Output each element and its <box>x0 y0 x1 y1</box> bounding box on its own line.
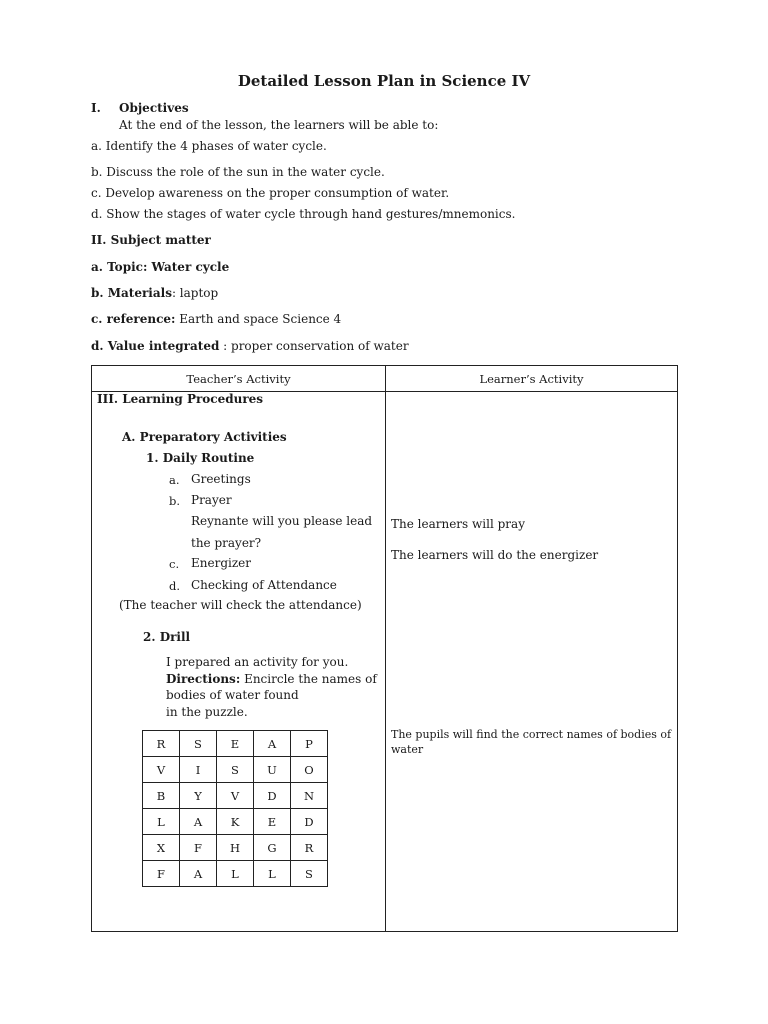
puzzle-cell[interactable]: K <box>217 809 254 835</box>
puzzle-cell[interactable]: R <box>291 835 328 861</box>
value-value: : proper conservation of water <box>219 339 409 353</box>
learner-find: water <box>391 743 424 756</box>
puzzle-cell[interactable]: V <box>217 783 254 809</box>
puzzle-row <box>143 783 328 809</box>
prayer-prompt: Reynante will you please lead <box>191 514 373 528</box>
learner-activity-header: Learner’s Activity <box>386 366 678 392</box>
daily-routine-heading: 1. Daily Routine <box>146 451 255 465</box>
puzzle-cell[interactable]: A <box>180 861 217 887</box>
puzzle-cell[interactable]: H <box>217 835 254 861</box>
materials-label: b. Materials <box>91 286 172 300</box>
objective-item: a. Identify the 4 phases of water cycle. <box>91 139 327 153</box>
puzzle-cell[interactable]: A <box>180 809 217 835</box>
routine-item: Prayer <box>191 493 232 507</box>
puzzle-cell[interactable]: S <box>291 861 328 887</box>
objectives-heading: Objectives <box>119 101 189 115</box>
page-title: Detailed Lesson Plan in Science IV <box>237 72 531 90</box>
puzzle-cell[interactable]: F <box>143 861 180 887</box>
puzzle-cell[interactable]: U <box>254 757 291 783</box>
learner-activity-cell <box>386 392 678 932</box>
puzzle-cell[interactable]: S <box>217 757 254 783</box>
routine-item: Checking of Attendance <box>191 578 337 592</box>
directions-line: bodies of water found <box>166 688 299 702</box>
puzzle-row <box>143 861 328 887</box>
directions-line: in the puzzle. <box>166 705 248 719</box>
value-label: d. Value integrated <box>91 339 220 353</box>
reference-label: c. reference: <box>91 312 176 326</box>
routine-item: Greetings <box>191 472 251 486</box>
value-line <box>91 339 409 353</box>
puzzle-cell[interactable]: D <box>291 809 328 835</box>
drill-intro: I prepared an activity for you. <box>166 655 349 669</box>
routine-marker: d. <box>169 579 181 593</box>
prayer-prompt: the prayer? <box>191 536 262 550</box>
preparatory-heading: A. Preparatory Activities <box>122 430 287 444</box>
puzzle-cell[interactable]: L <box>254 861 291 887</box>
objectives-intro: At the end of the lesson, the learners will be able to: <box>119 118 439 132</box>
puzzle-cell[interactable]: N <box>291 783 328 809</box>
puzzle-cell[interactable]: E <box>217 731 254 757</box>
puzzle-cell[interactable]: L <box>217 861 254 887</box>
routine-marker: a. <box>169 473 180 487</box>
directions-line <box>166 672 377 686</box>
puzzle-cell[interactable]: B <box>143 783 180 809</box>
puzzle-cell[interactable]: I <box>180 757 217 783</box>
reference-line <box>91 312 341 326</box>
materials-value: : laptop <box>171 286 219 300</box>
materials-line <box>91 286 218 300</box>
puzzle-cell[interactable]: D <box>254 783 291 809</box>
teacher-activity-header: Teacher’s Activity <box>92 366 386 392</box>
puzzle-cell[interactable]: A <box>254 731 291 757</box>
subject-matter-heading: II. Subject matter <box>91 233 211 247</box>
puzzle-row <box>143 731 328 757</box>
objective-item: b. Discuss the role of the sun in the water cycle. <box>91 165 385 179</box>
objective-item: d. Show the stages of water cycle through hand gestures/mnemonics. <box>91 207 516 221</box>
puzzle-row <box>143 809 328 835</box>
puzzle-cell[interactable]: Y <box>180 783 217 809</box>
puzzle-cell[interactable]: O <box>291 757 328 783</box>
puzzle-cell[interactable]: G <box>254 835 291 861</box>
drill-heading: 2. Drill <box>143 630 191 644</box>
routine-marker: c. <box>169 557 180 571</box>
puzzle-row <box>143 835 328 861</box>
routine-item: Energizer <box>191 556 252 570</box>
learner-energizer: The learners will do the energizer <box>391 548 599 562</box>
word-puzzle <box>142 730 328 887</box>
puzzle-row <box>143 757 328 783</box>
procedures-heading: III. Learning Procedures <box>97 392 264 406</box>
puzzle-cell[interactable]: V <box>143 757 180 783</box>
puzzle-cell[interactable]: P <box>291 731 328 757</box>
puzzle-cell[interactable]: E <box>254 809 291 835</box>
attendance-note: (The teacher will check the attendance) <box>119 598 362 612</box>
puzzle-cell[interactable]: L <box>143 809 180 835</box>
puzzle-cell[interactable]: X <box>143 835 180 861</box>
directions-label: Directions: <box>166 672 241 686</box>
directions-text: Encircle the names of <box>240 672 377 686</box>
learner-pray: The learners will pray <box>391 517 525 531</box>
objective-item: c. Develop awareness on the proper consumption of water. <box>91 186 450 200</box>
learner-find: The pupils will find the correct names of bodies of <box>391 728 672 741</box>
topic-line: a. Topic: Water cycle <box>91 260 230 274</box>
puzzle-cell[interactable]: S <box>180 731 217 757</box>
puzzle-cell[interactable]: R <box>143 731 180 757</box>
puzzle-cell[interactable]: F <box>180 835 217 861</box>
reference-value: Earth and space Science 4 <box>175 312 342 326</box>
routine-marker: b. <box>169 494 181 508</box>
objectives-number: I. <box>91 101 101 115</box>
